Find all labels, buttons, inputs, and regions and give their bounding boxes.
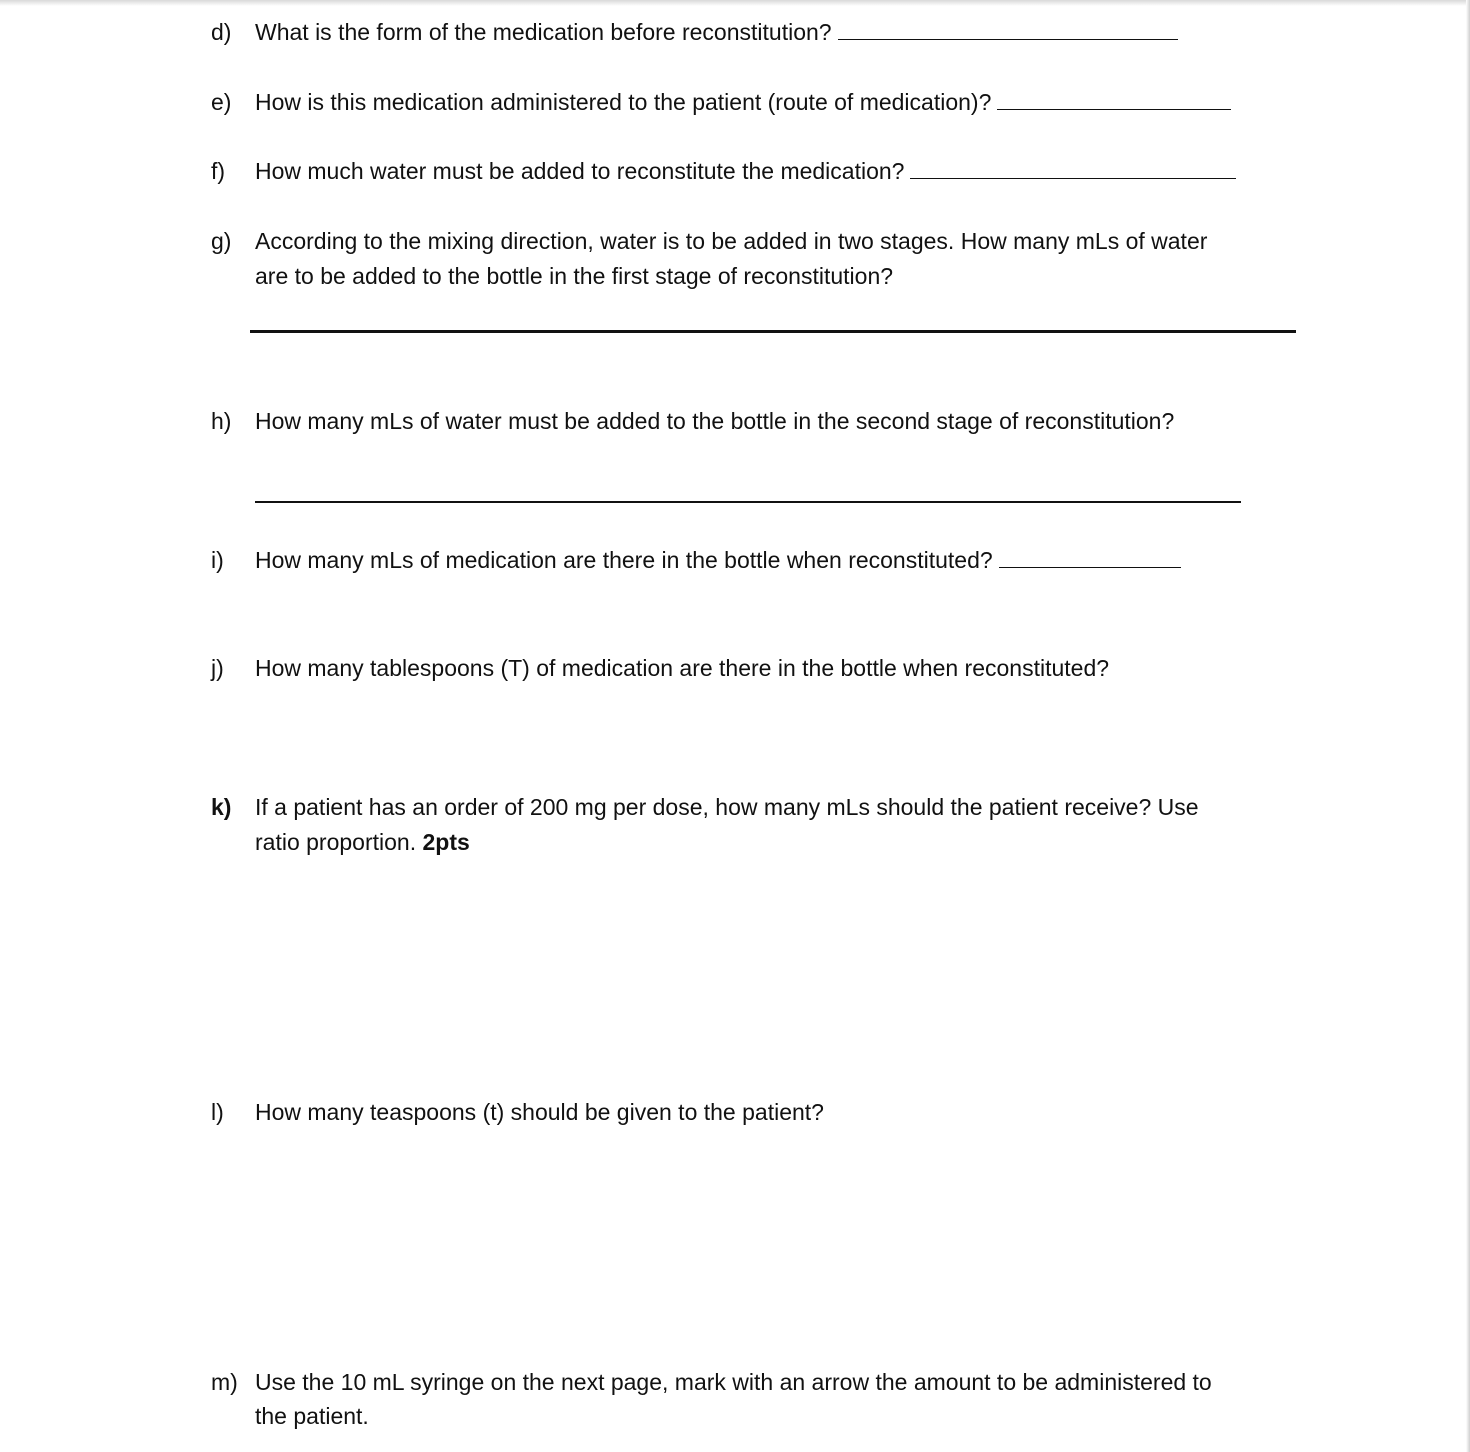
points-value: 2pts xyxy=(422,829,470,855)
question-text-line1: If a patient has an order of 200 mg per dose, how many mLs should the patient receive? Use xyxy=(255,794,1199,820)
page-right-edge xyxy=(1466,0,1470,1452)
page-top-shadow xyxy=(0,0,1470,6)
answer-line-h[interactable] xyxy=(255,501,1241,503)
question-label: f) xyxy=(211,158,226,184)
question-text: How much water must be added to reconstitute the medication? xyxy=(255,158,905,184)
question-label: j) xyxy=(211,655,224,681)
answer-blank-d[interactable] xyxy=(838,15,1178,40)
question-label: m) xyxy=(211,1369,238,1395)
question-label: k) xyxy=(211,794,232,820)
question-label: d) xyxy=(211,19,232,45)
answer-blank-i[interactable] xyxy=(999,543,1181,568)
question-text: How is this medication administered to the patient (route of medication)? xyxy=(255,89,992,115)
question-text-line1: According to the mixing direction, water is to be added in two stages. How many mLs of water xyxy=(255,228,1208,254)
question-text: How many mLs of medication are there in the bottle when reconstituted? xyxy=(255,547,993,573)
question-text-line2: the patient. xyxy=(255,1403,369,1429)
question-text: How many mLs of water must be added to the bottle in the second stage of reconstitution? xyxy=(255,408,1175,434)
question-text: How many teaspoons (t) should be given to the patient? xyxy=(255,1099,824,1125)
question-label: e) xyxy=(211,89,232,115)
answer-blank-e[interactable] xyxy=(997,85,1231,110)
question-text-line2: are to be added to the bottle in the first stage of reconstitution? xyxy=(255,263,894,289)
answer-blank-f[interactable] xyxy=(910,154,1236,179)
question-label: i) xyxy=(211,547,224,573)
answer-line-g[interactable] xyxy=(250,330,1296,333)
question-label: h) xyxy=(211,408,232,434)
question-text-line1: Use the 10 mL syringe on the next page, mark with an arrow the amount to be administered to xyxy=(255,1369,1212,1395)
question-text: How many tablespoons (T) of medication are there in the bottle when reconstituted? xyxy=(255,655,1110,681)
question-text-line2: ratio proportion. xyxy=(255,829,417,855)
question-label: g) xyxy=(211,228,232,254)
question-label: l) xyxy=(211,1099,224,1125)
question-text: What is the form of the medication before reconstitution? xyxy=(255,19,832,45)
